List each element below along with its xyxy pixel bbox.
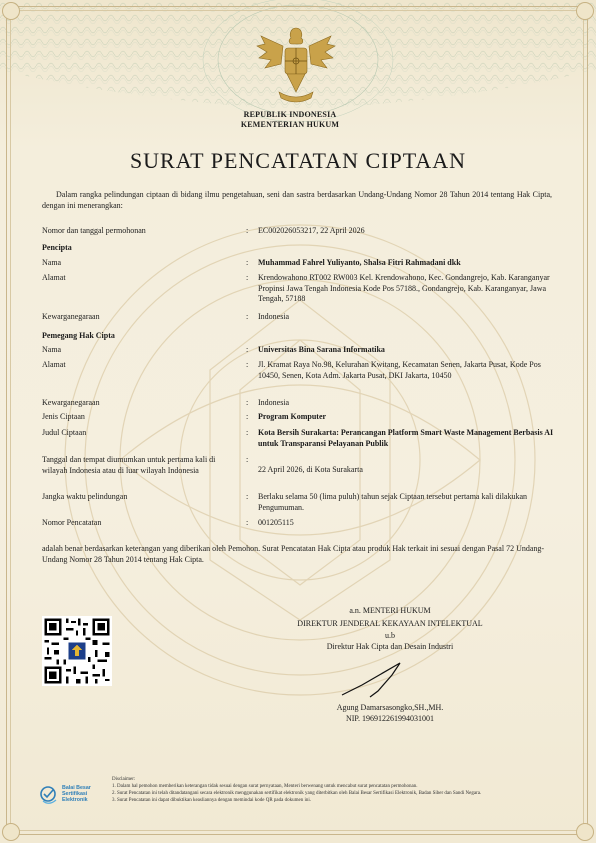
certificate-page: REPUBLIK INDONESIA KEMENTERIAN HUKUM SURAT PENCATATAN CIPTAAN Dalam rangka pelindungan ciptaan di bidang ilmu pengetahuan, seni dan sastra berdasarkan Undang-Undang Nomor 28 Tahun 2014 tentang Hak Cipta, dengan ini menerangkan: Nomor dan tanggal permohonan : EC002026053217, 22 April 2026 Pencipta Nama : Muhammad Fahrel Yuliyanto, Shalsa Fitri Rahmadani dkk Alamat : Krendowahono RT002 RW003 Kel. Krendowahono, Kec. Gondangrejo, Kab. Karanganyar Propinsi Jawa Tengah Indonesia Kode Pos 57188., Gondangrejo, Kab. Karanganyar, Jawa Tengah, 57188 Kewarganegaraan : Indonesia Pemegang Hak Cipta Nama : Universitas Bina Sarana Informatika Alamat : Jl. Kramat Raya No.98, Kelurahan Kwitang, Kecamatan Senen, Jakarta Pusat, Kode Pos 10450, Senen, Kota Adm. Jakarta Pusat, DKI Jakarta, 10450 Kewarganegaraan : Indonesia Jenis Ciptaan : Program Komputer Judul Ciptaan : Kota Bersih Surakarta: Perancangan Platform Smart Waste Management Berbasis AI untuk Transparansi Pelayanan Publik Tanggal dan tempat diumumkan untuk pertama kali di wilayah Indonesia atau di luar wilayah Indonesia : 22 April 2026, di Kota Surakarta Jangka waktu pelindungan : Berlaku selama 50 (lima puluh) tahun sejak Ciptaan tersebut pertama kali dilakukan Pengumuman. Nomor Pencatatan : 001205115 adalah benar berdasarkan keterangan yang diberikan oleh Pemohon. Surat Pencatatan Hak Cipta atau produk Hak terkait ini sesuai dengan Pasal 72 Undang-Undang Nomor 28 Tahun 2014 tentang Hak Cipta. a.n. MENTERI HUKUM DIREKTUR JENDERAL KEKAYAAN INTELEKTUAL u.b Direktur Hak Cipta dan Desain Industri Agung Damarsasongko,SH.,MH. NIP. 196912261994031001 Balai Besar Sertifikasi Elektronik Disclaimer: 1. Dalam hal pemohon memberikan keterangan tidak sesuai dengan surat pernyataan, Menteri berwenang untuk mencabut surat pencatatan permohonan. 2. Surat Pencatatan ini telah ditandatangani secara elektronik menggunakan sertifikat elektronik yang diterbitkan oleh Balai Besar Sertifikasi Elektronik, Badan Siber dan Sandi Negara. 3. Surat Pencatatan ini dapat dibuktikan keasliannya dengan memindai kode QR pada dokumen ini. — [0, 0, 596, 843]
holder-heading: Pemegang Hak Cipta — [42, 331, 115, 340]
work-title: Kota Bersih Surakarta: Perancangan Platform Smart Waste Management Berbasis AI untuk Transparansi Pelayanan Publik — [258, 428, 554, 448]
corner-ornament — [2, 823, 20, 841]
bsre-label: Balai Besar Sertifikasi Elektronik — [62, 785, 91, 803]
holder-name-label: Nama — [42, 345, 62, 354]
work-record-label: Nomor Pencatatan — [42, 518, 102, 527]
work-title-label: Judul Ciptaan — [42, 428, 87, 437]
disclaimer-note: 1. Dalam hal pemohon memberikan keterangan tidak sesuai dengan surat pernyataan, Menteri berwenang untuk mencabut surat pencatatan permohonan. — [112, 784, 418, 789]
closing-paragraph: adalah benar berdasarkan keterangan yang diberikan oleh Pemohon. Surat Pencatatan Hak Cipta atau produk Hak terkait ini sesuai dengan Pasal 72 Undang-Undang Nomor 28 Tahun 2014 tentang Hak Cipta. — [42, 544, 545, 564]
document-title: SURAT PENCATATAN CIPTAAN — [129, 148, 467, 173]
creator-name: Muhammad Fahrel Yuliyanto, Shalsa Fitri Rahmadani dkk — [258, 258, 461, 267]
work-publish-label: Tanggal dan tempat diumumkan untuk pertama kali di wilayah Indonesia atau di luar wilayah Indonesia — [42, 455, 216, 475]
creator-nationality-label: Kewarganegaraan — [42, 312, 100, 321]
holder-nationality-label: Kewarganegaraan — [42, 398, 100, 407]
signature-line1: a.n. MENTERI HUKUM — [349, 606, 431, 615]
intro-paragraph: Dalam rangka pelindungan ciptaan di bidang ilmu pengetahuan, seni dan sastra berdasarkan Undang-Undang Nomor 28 Tahun 2014 tentang Hak Cipta, dengan ini menerangkan: — [42, 190, 552, 210]
holder-name: Universitas Bina Sarana Informatika — [258, 345, 385, 354]
application-value: EC002026053217, 22 April 2026 — [258, 226, 365, 235]
ministry-name: KEMENTERIAN HUKUM — [240, 120, 340, 129]
work-type-label: Jenis Ciptaan — [42, 412, 85, 421]
country-name: REPUBLIK INDONESIA — [243, 110, 337, 119]
creator-nationality: Indonesia — [258, 312, 290, 321]
disclaimer-note: 3. Surat Pencatatan ini dapat dibuktikan keasliannya dengan memindai kode QR pada dokumen ini. — [112, 798, 311, 803]
application-label: Nomor dan tanggal permohonan — [42, 226, 146, 235]
ministry-header — [180, 110, 400, 130]
signature-line4: Direktur Hak Cipta dan Desain Industri — [326, 642, 454, 651]
qr-code[interactable] — [42, 616, 112, 686]
creator-heading: Pencipta — [42, 243, 72, 252]
work-term: Berlaku selama 50 (lima puluh) tahun sejak Ciptaan tersebut pertama kali dilakukan Pengumuman. — [258, 492, 528, 512]
corner-ornament — [2, 2, 20, 20]
creator-address-label: Alamat — [42, 273, 66, 282]
holder-address-label: Alamat — [42, 360, 66, 369]
disclaimer — [112, 776, 562, 804]
signature-line2: DIREKTUR JENDERAL KEKAYAAN INTELEKTUAL — [297, 619, 483, 628]
corner-ornament — [576, 823, 594, 841]
work-publish: 22 April 2026, di Kota Surakarta — [258, 465, 363, 474]
garuda-emblem-icon — [253, 22, 339, 108]
creator-address: Krendowahono RT002 RW003 Kel. Krendowahono, Kec. Gondangrejo, Kab. Karanganyar Propinsi Jawa Tengah Indonesia Kode Pos 57188., Gondangrejo, Kab. Karanganyar, Jawa Tengah, 57188 — [258, 273, 550, 303]
work-record: 001205115 — [258, 518, 294, 527]
disclaimer-title: Disclaimer: — [112, 777, 136, 782]
corner-ornament — [576, 2, 594, 20]
holder-address: Jl. Kramat Raya No.98, Kelurahan Kwitang, Kecamatan Senen, Jakarta Pusat, Kode Pos 10450, Senen, Kota Adm. Jakarta Pusat, DKI Jakarta, 10450 — [258, 360, 541, 380]
signer-name: Agung Damarsasongko,SH.,MH. — [336, 703, 444, 712]
disclaimer-note: 2. Surat Pencatatan ini telah ditandatangani secara elektronik menggunakan sertifikat elektronik yang diterbitkan oleh Balai Besar Sertifikasi Elektronik, Badan Siber dan Sandi Negara. — [112, 791, 482, 796]
work-type: Program Komputer — [258, 412, 327, 421]
signature-line3: u.b — [385, 631, 395, 640]
work-term-label: Jangka waktu pelindungan — [42, 492, 128, 501]
handwritten-signature — [340, 655, 420, 700]
holder-nationality: Indonesia — [258, 398, 290, 407]
signer-nip: NIP. 196912261994031001 — [345, 714, 434, 723]
creator-name-label: Nama — [42, 258, 62, 267]
